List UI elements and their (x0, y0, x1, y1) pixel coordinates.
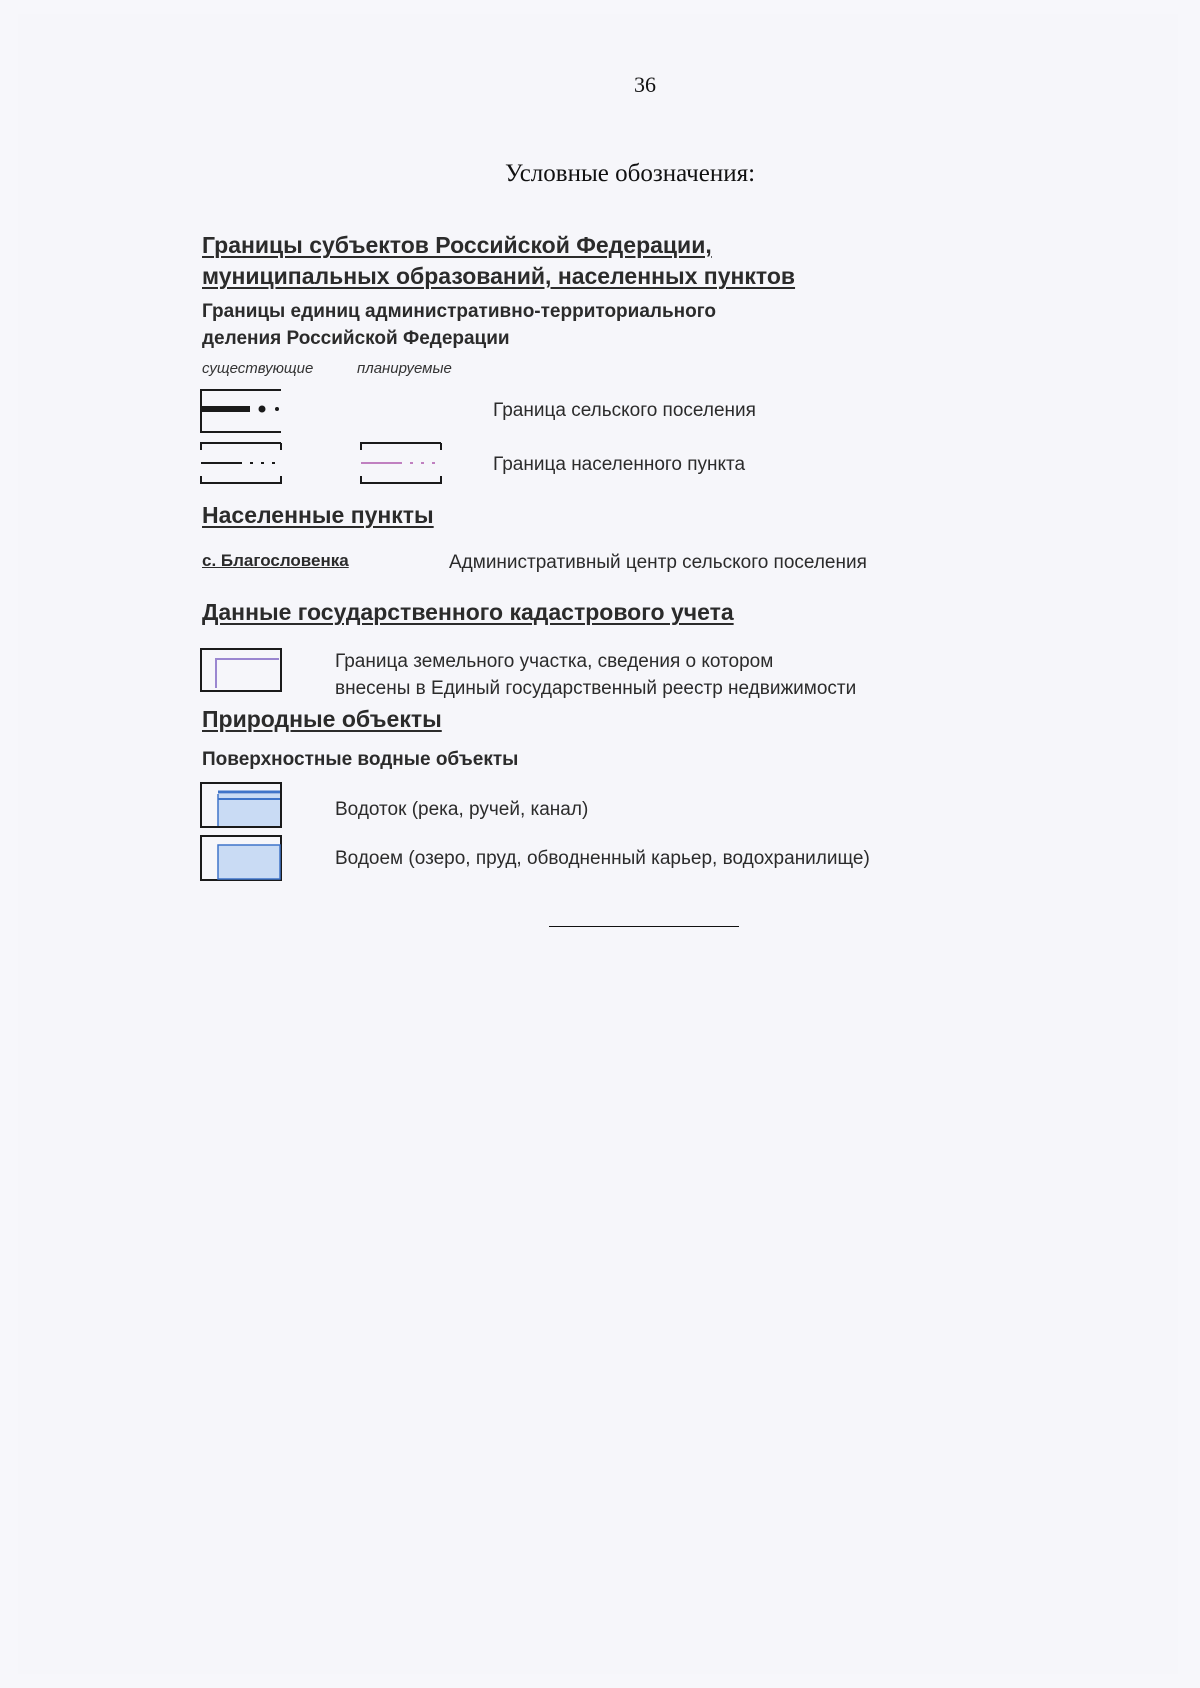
reservoir-label: Водоем (озеро, пруд, обводненный карьер, водохранилище) (335, 848, 870, 869)
existing-label: существующие (202, 360, 314, 377)
land-parcel-label-line1: Граница земельного участка, сведения о котором (335, 651, 774, 672)
stream-symbol (200, 782, 284, 828)
land-parcel-symbol (200, 648, 284, 692)
settlement-border-planned-symbol (360, 442, 444, 484)
cadastre-title: Данные государственного кадастрового учета (202, 599, 734, 625)
borders-title-line1: Границы субъектов Российской Федерации, (202, 232, 712, 258)
water-objects-subtitle: Поверхностные водные объекты (202, 749, 519, 770)
settlement-border-label: Граница населенного пункта (493, 454, 746, 475)
nature-title: Природные объекты (202, 706, 442, 732)
settlement-border-existing-symbol (200, 442, 284, 484)
legend-title: Условные обозначения: (505, 160, 756, 187)
settlements-title: Населенные пункты (202, 502, 434, 528)
borders-subtitle-line2: деления Российской Федерации (202, 328, 510, 349)
borders-subtitle-line1: Границы единиц административно-территориального (202, 301, 717, 322)
reservoir-symbol (200, 835, 284, 881)
planned-label: планируемые (357, 360, 452, 377)
borders-title-line2: муниципальных образований, населенных пунктов (202, 263, 796, 289)
rural-border-label: Граница сельского поселения (493, 400, 756, 421)
footer-rule (549, 926, 739, 927)
rural-border-existing-symbol (200, 389, 284, 433)
stream-label: Водоток (река, ручей, канал) (335, 799, 589, 820)
settlement-example-name: с. Благословенка (202, 551, 349, 570)
page-number: 36 (634, 72, 656, 97)
land-parcel-label-line2: внесены в Единый государственный реестр недвижимости (335, 678, 857, 699)
settlement-example-label: Административный центр сельского поселения (449, 552, 867, 573)
